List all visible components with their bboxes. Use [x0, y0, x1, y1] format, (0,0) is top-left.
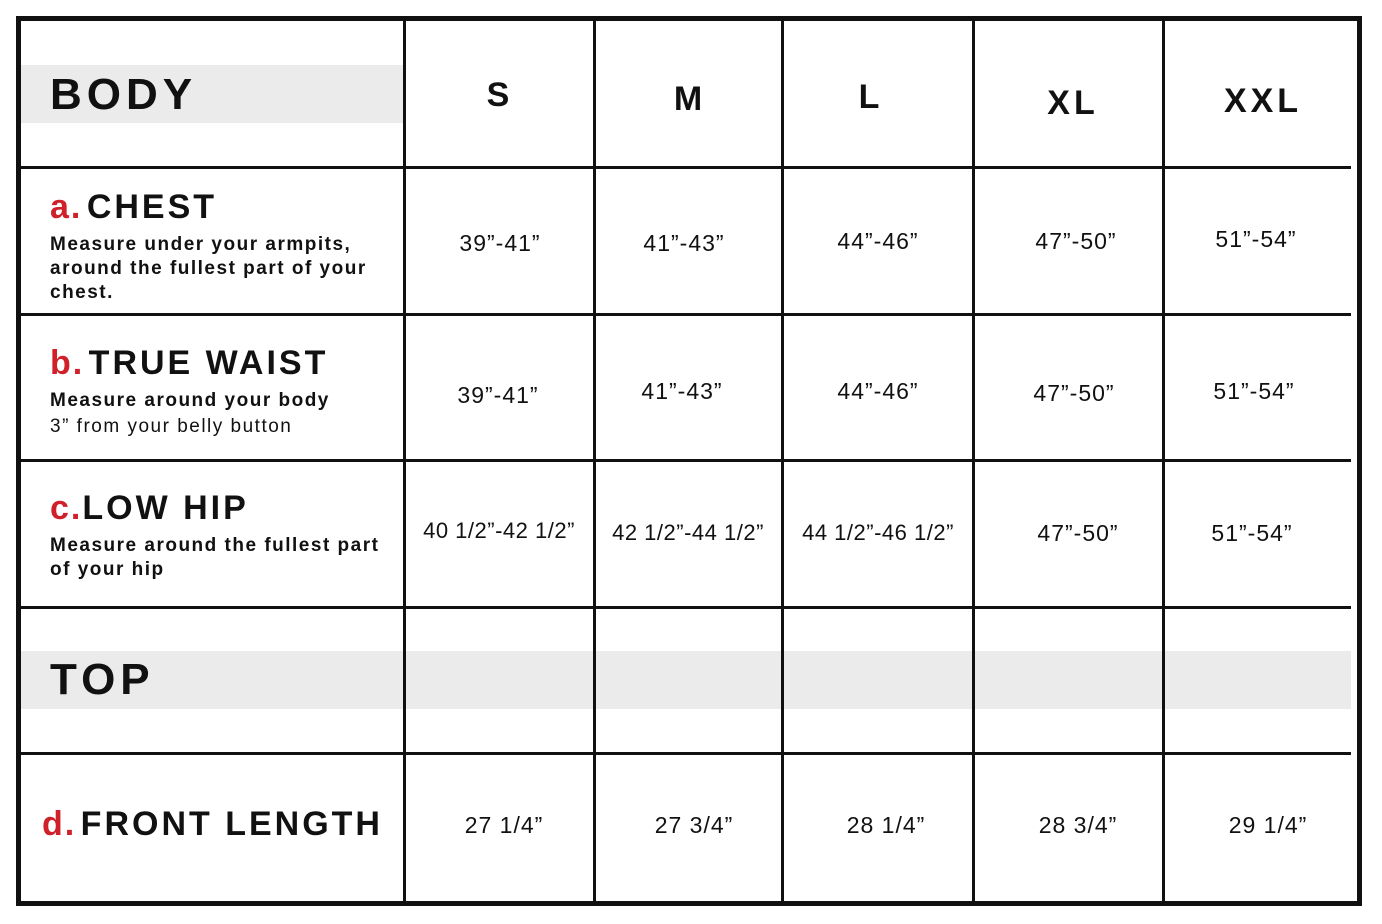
- row-name: FRONT LENGTH: [80, 805, 383, 843]
- column-divider: [972, 21, 975, 901]
- cell-length-m: 27 3/4”: [654, 812, 734, 838]
- row-label-low-hip: [50, 489, 380, 582]
- row-letter: d.: [42, 805, 77, 843]
- row-divider: [21, 313, 1351, 316]
- cell-waist-xxl: 51”-54”: [1213, 378, 1295, 404]
- row-label-true-waist: [50, 344, 395, 439]
- cell-waist-s: 39”-41”: [457, 382, 539, 408]
- cell-length-xxl: 29 1/4”: [1228, 812, 1308, 838]
- cell-waist-l: 44”-46”: [837, 378, 919, 404]
- row-name: LOW HIP: [82, 489, 249, 527]
- size-header-xxl: XXL: [1223, 82, 1303, 120]
- cell-hip-s: 40 1/2”-42 1/2”: [423, 518, 575, 543]
- cell-waist-m: 41”-43”: [641, 378, 723, 404]
- row-label-chest: [50, 188, 395, 305]
- cell-hip-m: 42 1/2”-44 1/2”: [612, 520, 764, 545]
- row-name: CHEST: [86, 188, 218, 226]
- row-divider: [21, 752, 1351, 755]
- size-header-m: M: [673, 80, 707, 118]
- row-description: Measure under your armpits, around the fullest part of your chest.: [50, 234, 367, 303]
- column-divider: [593, 21, 596, 901]
- cell-waist-xl: 47”-50”: [1033, 380, 1115, 406]
- body-section-title: BODY: [50, 70, 198, 119]
- size-header-s: S: [486, 76, 514, 114]
- cell-chest-s: 39”-41”: [459, 230, 541, 256]
- row-divider: [21, 166, 1351, 169]
- cell-hip-xl: 47”-50”: [1037, 520, 1119, 546]
- row-description: Measure around your body: [50, 390, 330, 411]
- size-header-xl: XL: [1047, 84, 1099, 122]
- cell-length-l: 28 1/4”: [846, 812, 926, 838]
- row-divider: [21, 606, 1351, 609]
- row-description-detail: 3” from your belly button: [50, 416, 293, 437]
- size-header-l: L: [858, 78, 884, 116]
- column-divider: [403, 21, 406, 901]
- row-letter: b.: [50, 344, 85, 382]
- cell-chest-xxl: 51”-54”: [1215, 226, 1297, 252]
- cell-chest-m: 41”-43”: [643, 230, 725, 256]
- column-divider: [781, 21, 784, 901]
- row-divider: [21, 459, 1351, 462]
- row-letter: c.: [50, 489, 83, 527]
- cell-chest-l: 44”-46”: [837, 228, 919, 254]
- cell-length-s: 27 1/4”: [464, 812, 544, 838]
- cell-hip-xxl: 51”-54”: [1211, 520, 1293, 546]
- row-label-front-length: [42, 805, 383, 844]
- cell-length-xl: 28 3/4”: [1038, 812, 1118, 838]
- row-letter: a.: [50, 188, 83, 226]
- row-description: Measure around the fullest part of your hip: [50, 535, 380, 580]
- cell-hip-l: 44 1/2”-46 1/2”: [802, 520, 954, 545]
- cell-chest-xl: 47”-50”: [1035, 228, 1117, 254]
- row-name: TRUE WAIST: [88, 344, 329, 382]
- column-divider: [1162, 21, 1165, 901]
- top-section-title: TOP: [50, 655, 155, 704]
